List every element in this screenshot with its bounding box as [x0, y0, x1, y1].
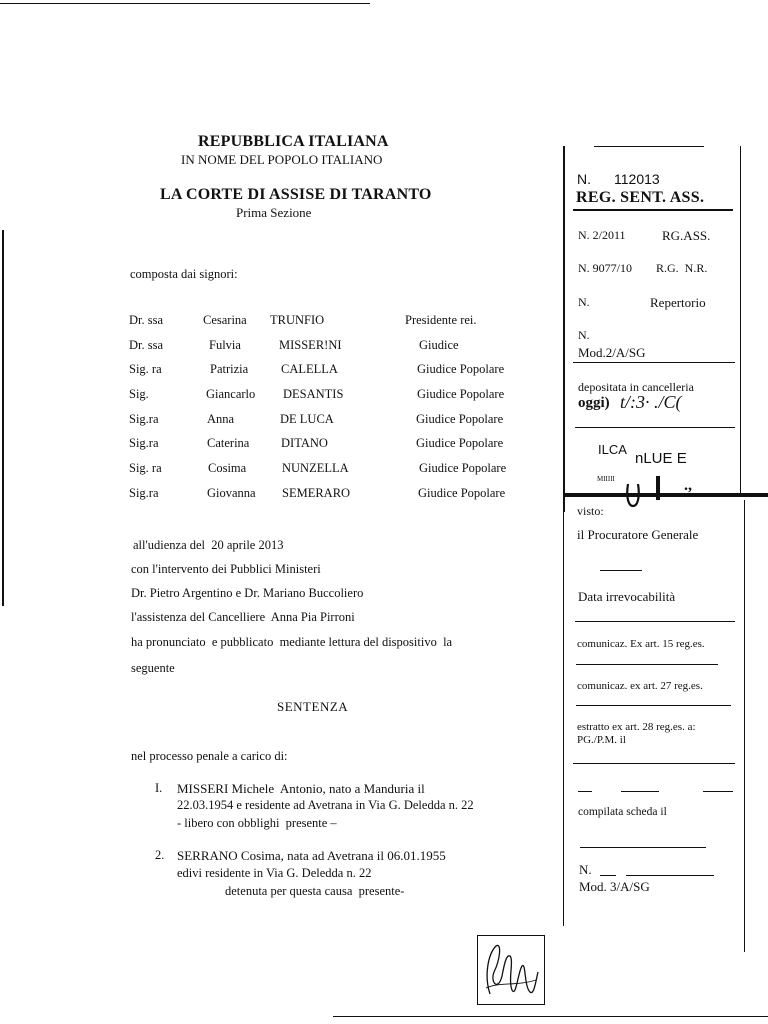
member-last: DESANTIS	[283, 387, 344, 401]
procuratore-underline	[600, 570, 642, 571]
compilata-label: compilata scheda il	[578, 806, 667, 818]
member-first: Cesarina	[203, 313, 247, 327]
stamp-ilca: ILCA	[598, 442, 627, 457]
stamp-nlue: nLUE E	[635, 450, 687, 467]
mod3-label: Mod. 3/A/SG	[579, 879, 650, 894]
sidebar-left-border-lower	[563, 506, 564, 926]
mod2-n: N.	[578, 328, 590, 342]
data-irrevocabilita-label: Data irrevocabilità	[578, 589, 676, 604]
compilata-underline	[580, 847, 706, 848]
sentenza-heading: SENTENZA	[277, 699, 349, 714]
member-last: TRUNFIO	[270, 313, 325, 327]
accused-line: SERRANO Cosima, nata ad Avetrana il 06.01.1955	[177, 848, 446, 863]
member-role: Presidente rei.	[405, 313, 477, 327]
comunicaz-15-label: comunicaz. Ex art. 15 reg.es.	[577, 638, 705, 650]
accused-line: 22.03.1954 e residente ad Avetrana in Via G. Deledda n. 22	[177, 798, 474, 812]
stamp-small: MIIIII	[597, 475, 615, 483]
estratto-label: estratto ex art. 28 reg.es. a:	[577, 721, 696, 733]
member-role: Giudice Popolare	[417, 362, 505, 376]
member-title: Sig.ra	[129, 412, 159, 426]
accused-line: detenuta per questa causa presente-	[225, 884, 405, 898]
scrawl-u-mark	[624, 482, 642, 510]
left-margin-bar	[2, 230, 4, 606]
member-role: Giudice	[419, 338, 459, 352]
member-title: Sig.ra	[129, 436, 159, 450]
separator-bar	[564, 493, 768, 497]
member-role: Giudice Popolare	[416, 436, 504, 450]
rg-ass-label: RG.ASS.	[662, 228, 711, 243]
scrawl-mark	[656, 476, 660, 500]
member-first: Caterina	[207, 436, 250, 450]
member-title: Dr. ssa	[129, 313, 164, 327]
accused-number: 2.	[155, 848, 165, 862]
irrev-underline	[575, 621, 735, 622]
visto-label: visto:	[577, 504, 604, 518]
blank-dash-2	[621, 791, 659, 792]
repertorio-n: N.	[578, 295, 590, 309]
member-title: Sig.ra	[129, 486, 159, 500]
composition-intro: composta dai signori:	[130, 267, 238, 281]
hearing-line-6: seguente	[131, 661, 175, 675]
reg-underline	[573, 209, 733, 211]
member-title: Dr. ssa	[129, 338, 164, 352]
blank-dash-3	[703, 791, 733, 792]
top-rule	[0, 3, 370, 4]
comunicaz-27-label: comunicaz. ex art. 27 reg.es.	[577, 680, 703, 692]
hearing-line-4: l'assistenza del Cancelliere Anna Pia Pirroni	[131, 610, 355, 624]
member-title: Sig.	[129, 387, 149, 401]
depositata-underline	[575, 427, 735, 428]
member-first: Patrizia	[210, 362, 249, 376]
rg-ass-number: N. 2/2011	[578, 228, 626, 242]
accused-line: MISSERI Michele Antonio, nato a Manduria il	[177, 781, 425, 796]
section-subtitle: Prima Sezione	[236, 205, 312, 220]
mod3-dash-1	[600, 875, 616, 876]
accused-number: I.	[155, 781, 163, 795]
member-last: SEMERARO	[282, 486, 351, 500]
member-last: DE LUCA	[280, 412, 334, 426]
mod2-underline	[573, 362, 735, 363]
procuratore-label: il Procuratore Generale	[577, 527, 699, 542]
member-role: Giudice Popolare	[416, 412, 504, 426]
member-first: Anna	[207, 412, 235, 426]
comunicaz-27-underline	[576, 705, 731, 706]
mod2-label: Mod.2/A/SG	[578, 345, 646, 360]
court-title: LA CORTE DI ASSISE DI TARANTO	[160, 186, 432, 203]
hearing-line-2: con l'intervento dei Pubblici Ministeri	[131, 562, 321, 576]
accused-line: - libero con obblighi presente –	[177, 816, 337, 830]
member-last: CALELLA	[281, 362, 338, 376]
comunicaz-15-underline	[576, 664, 718, 665]
hearing-date-line: all'udienza del 20 aprile 2013	[133, 538, 284, 552]
member-first: Fulvia	[209, 338, 241, 352]
oggi-label: oggi)	[578, 395, 610, 411]
member-last: NUNZELLA	[282, 461, 349, 475]
republic-title: REPUBBLICA ITALIANA	[198, 133, 389, 150]
pgpm-label: PG./P.M. il	[577, 734, 626, 746]
repertorio-label: Repertorio	[650, 295, 706, 310]
hearing-line-5: ha pronunciato e pubblicato mediante lettura del dispositivo la	[131, 635, 453, 649]
signature-scrawl	[478, 936, 544, 1004]
bottom-rule	[333, 1016, 768, 1017]
oggi-handwritten: t/:3· ./C(	[620, 392, 682, 412]
reg-sent-ass: REG. SENT. ASS.	[576, 189, 705, 206]
member-last: DITANO	[281, 436, 328, 450]
hearing-line-3: Dr. Pietro Argentino e Dr. Mariano Buccoliero	[131, 586, 364, 600]
member-first: Cosima	[208, 461, 247, 475]
member-title: Sig. ra	[129, 461, 162, 475]
reg-n-label: N.	[577, 171, 591, 187]
depositata-label: depositata in cancelleria	[578, 380, 694, 394]
signature-box	[477, 935, 545, 1005]
process-intro: nel processo penale a carico di:	[131, 749, 288, 763]
blank-dash-1	[578, 791, 592, 792]
sidebar-top-rule	[594, 146, 704, 147]
rg-nr-number: N. 9077/10	[578, 261, 632, 275]
scrawl-dots: .,	[684, 477, 692, 494]
in-name-subtitle: IN NOME DEL POPOLO ITALIANO	[181, 152, 383, 167]
member-role: Giudice Popolare	[419, 461, 507, 475]
sidebar-right-border-lower	[744, 500, 745, 952]
member-first: Giancarlo	[206, 387, 256, 401]
mod3-n: N.	[579, 862, 592, 877]
accused-line: edivi residente in Via G. Deledda n. 22	[177, 866, 372, 880]
member-role: Giudice Popolare	[417, 387, 505, 401]
mod3-dash-2	[626, 875, 714, 876]
estratto-underline	[573, 763, 735, 764]
member-role: Giudice Popolare	[418, 486, 506, 500]
member-title: Sig. ra	[129, 362, 162, 376]
member-last: MISSER!NI	[279, 338, 342, 352]
reg-n-value: 112013	[614, 171, 660, 187]
member-first: Giovanna	[207, 486, 256, 500]
sidebar-right-border	[740, 146, 741, 496]
sidebar-left-border	[563, 146, 565, 512]
rg-nr-label: R.G. N.R.	[656, 261, 708, 275]
